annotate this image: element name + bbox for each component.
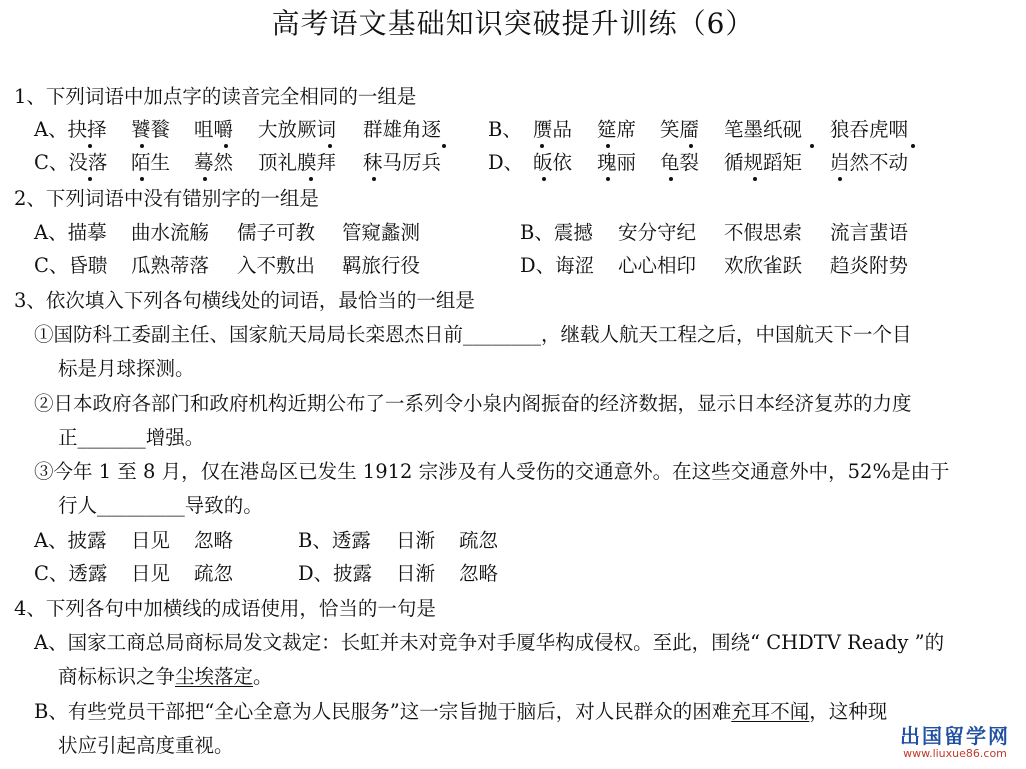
q1-option: 筵席: [597, 118, 637, 141]
q4-option-a-cont: [58, 664, 273, 690]
q2-option: 曲水流觞: [131, 221, 210, 244]
emphasis-dot: [140, 144, 144, 148]
q4-option-b: [34, 699, 887, 725]
q3-option: A、披露: [34, 529, 107, 552]
q2-option: 欢欣雀跃: [724, 254, 803, 277]
q4-a-text: 。: [253, 665, 273, 688]
q3-option: B、透露: [298, 529, 371, 552]
question-1-stem: 1、下列词语中加点字的读音完全相同的一组是: [14, 85, 417, 108]
q1-option: D、: [488, 151, 524, 174]
q2-option: C、昏聩: [34, 254, 108, 277]
q3-sentence-1: [34, 322, 912, 348]
q2-option: B、震撼: [520, 221, 593, 244]
emphasis-dot: [606, 144, 610, 148]
watermark-title: 出国留学网: [900, 724, 1010, 748]
page-title: 高考语文基础知识突破提升训练（6）: [271, 7, 755, 40]
q3-option: C、透露: [34, 562, 108, 585]
emphasis-dot: [911, 144, 915, 148]
q1-option: 蓦然: [194, 151, 234, 174]
q2-option: 趋炎附势: [830, 254, 909, 277]
q1-option: 赝品: [533, 118, 573, 141]
q1-option: 大放厥词: [258, 118, 337, 141]
q1-option: 饕餮: [131, 118, 171, 141]
emphasis-dot: [309, 177, 313, 181]
emphasis-dot: [203, 177, 207, 181]
q1-option: 岿然不动: [830, 151, 909, 174]
underlined-idiom: 充耳不闻: [731, 700, 810, 723]
q1-option: 龟裂: [660, 151, 700, 174]
emphasis-dot: [753, 177, 757, 181]
q3-option: 疏忽: [459, 529, 499, 552]
q4-a-text: 商标标识之争: [58, 665, 176, 688]
question-3-stem: 3、依次填入下列各句横线处的词语，最恰当的一组是: [14, 289, 475, 312]
q2-option: 管窥蠡测: [342, 221, 421, 244]
emphasis-dot: [372, 177, 376, 181]
q1-option: 咀嚼: [194, 118, 234, 141]
q4-option-a: A、国家工商总局商标局发文裁定：长虹并未对竞争对手厦华构成侵权。至此，围绕“ CHDTV Ready ”的: [34, 631, 945, 654]
fill-blank: _________: [97, 494, 185, 517]
emphasis-dot: [838, 177, 842, 181]
q2-option: 瓜熟蒂落: [131, 254, 210, 277]
q2-option: D、诲涩: [520, 254, 595, 277]
q2-option: 心心相印: [618, 254, 697, 277]
q1-option: 笔墨纸砚: [724, 118, 803, 141]
q1-option: B、: [488, 118, 522, 141]
q1-option: 秣马厉兵: [363, 151, 442, 174]
q2-option: 入不敷出: [237, 254, 316, 277]
q3-option: 疏忽: [194, 562, 234, 585]
q1-option: 群雄角逐: [363, 118, 442, 141]
site-watermark-logo: [890, 725, 1020, 765]
q1-option: 瑰丽: [597, 151, 637, 174]
emphasis-dot: [540, 144, 544, 148]
q1-option: A、抉择: [34, 118, 107, 141]
emphasis-dot: [689, 144, 693, 148]
question-4-stem: 4、下列各句中加横线的成语使用，恰当的一句是: [14, 597, 436, 620]
q2-option: 儒子可教: [237, 221, 316, 244]
emphasis-dot: [88, 144, 92, 148]
q3-sentence-2: ②日本政府各部门和政府机构近期公布了一系列令小泉内阁振奋的经济数据，显示日本经济复苏的力度: [34, 392, 912, 415]
fill-blank: _______: [77, 426, 146, 449]
q3-s2-text: 增强。: [145, 426, 205, 449]
q4-b-text: ，这种现: [809, 700, 888, 723]
emphasis-dot: [140, 177, 144, 181]
q2-option: 羁旅行役: [342, 254, 421, 277]
q1-option: 陌生: [131, 151, 171, 174]
q1-option: 循规蹈矩: [724, 151, 803, 174]
q3-s1-text: ，继载人航天工程之后，中国航天下一个目: [541, 323, 912, 346]
emphasis-dot: [224, 144, 228, 148]
q3-option: 忽略: [194, 529, 234, 552]
q3-sentence-2-cont: [58, 425, 204, 451]
q3-option: 忽略: [459, 562, 499, 585]
q3-s3-text: 导致的。: [184, 494, 263, 517]
emphasis-dot: [669, 177, 673, 181]
emphasis-dot: [810, 144, 814, 148]
q3-option: 日渐: [396, 529, 436, 552]
q3-sentence-1-cont: 标是月球探测。: [58, 357, 195, 380]
q2-option: 不假思索: [724, 221, 803, 244]
q3-sentence-3-cont: [58, 493, 263, 519]
q3-option: 日渐: [396, 562, 436, 585]
q3-s1-text: ①国防科工委副主任、国家航天局局长栾恩杰日前: [34, 323, 464, 346]
q3-option: D、披露: [298, 562, 373, 585]
underlined-idiom: 尘埃落定: [175, 665, 254, 688]
q1-option: 顶礼膜拜: [258, 151, 337, 174]
q3-s3-text: 行人: [58, 494, 98, 517]
emphasis-dot: [606, 177, 610, 181]
q3-option: 日见: [131, 562, 171, 585]
emphasis-dot: [328, 144, 332, 148]
q4-b-text: B、有些党员干部把“全心全意为人民服务”这一宗旨抛于脑后，对人民群众的困难: [34, 700, 732, 723]
q2-option: 安分守纪: [618, 221, 697, 244]
q3-s2-text: 正: [58, 426, 78, 449]
q2-option: 流言蜚语: [830, 221, 909, 244]
watermark-url: www.liuxue86.com: [903, 747, 1007, 760]
q4-option-b-cont: 状应引起高度重视。: [58, 734, 234, 757]
q1-option: 皈依: [533, 151, 573, 174]
q1-option: 笑靥: [660, 118, 700, 141]
question-2-stem: 2、下列词语中没有错别字的一组是: [14, 187, 319, 210]
q1-option: 狼吞虎咽: [830, 118, 909, 141]
emphasis-dot: [88, 177, 92, 181]
q2-option: A、描摹: [34, 221, 107, 244]
q1-option: C、没落: [34, 151, 108, 174]
emphasis-dot: [442, 144, 446, 148]
q3-option: 日见: [131, 529, 171, 552]
fill-blank: ________: [463, 323, 542, 346]
q3-sentence-3: ③今年 1 至 8 月，仅在港岛区已发生 1912 宗涉及有人受伤的交通意外。在这些交通意外中，52%是由于: [34, 460, 950, 483]
emphasis-dot: [542, 177, 546, 181]
